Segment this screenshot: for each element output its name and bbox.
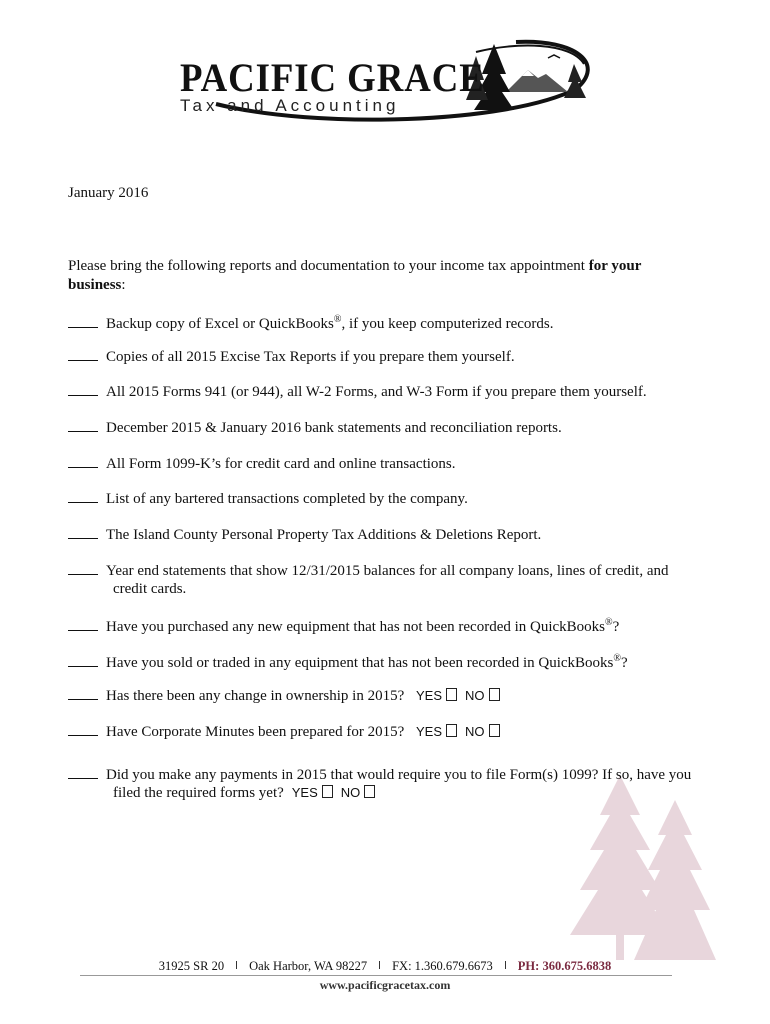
checkbox-blank-line[interactable] [68, 686, 98, 700]
item-text: Have you purchased any new equipment that has not been recorded in QuickBooks [106, 619, 606, 635]
checkbox-blank-line[interactable] [68, 617, 98, 631]
item-text: Backup copy of Excel or QuickBooks [106, 316, 334, 332]
footer-website-link[interactable]: www.pacificgracetax.com [319, 978, 451, 992]
item-after: ? [620, 655, 628, 671]
yes-checkbox[interactable] [446, 724, 457, 737]
footer-divider [80, 975, 672, 976]
yes-checkbox[interactable] [446, 688, 457, 701]
intro-bold: for your business [68, 258, 642, 293]
checklist-item [68, 765, 708, 802]
item-text: List of any bartered transactions completed by the company. [106, 491, 468, 507]
company-logo [176, 34, 596, 124]
item-continuation [68, 784, 708, 802]
yes-checkbox[interactable] [322, 785, 333, 798]
intro-end: : [121, 277, 126, 293]
document-date: January 2016 [68, 185, 149, 201]
logo-tagline: Tax and Accounting [180, 96, 400, 115]
checkbox-blank-line[interactable] [68, 314, 98, 328]
footer-separator [236, 961, 237, 969]
checklist-item [68, 525, 708, 544]
checklist-item [68, 418, 708, 437]
checkbox-blank-line[interactable] [68, 418, 98, 432]
no-checkbox[interactable] [489, 724, 500, 737]
checklist-item [68, 454, 708, 473]
no-label: NO [465, 688, 485, 703]
checkbox-blank-line[interactable] [68, 722, 98, 736]
footer-city: Oak Harbor, WA 98227 [249, 959, 368, 973]
item-sup: ® [613, 653, 621, 664]
checkbox-blank-line[interactable] [68, 382, 98, 396]
logo-name: PACIFIC GRACE [180, 55, 485, 100]
checkbox-blank-line[interactable] [68, 454, 98, 468]
item-text: Have you sold or traded in any equipment that has not been recorded in QuickBooks [106, 655, 614, 671]
no-checkbox[interactable] [489, 688, 500, 701]
intro-text: Please bring the following reports and documentation to your income tax appointment [68, 258, 589, 274]
no-checkbox[interactable] [364, 785, 375, 798]
item-after: ? [612, 619, 620, 635]
checklist-item [68, 382, 708, 401]
checkbox-blank-line[interactable] [68, 653, 98, 667]
footer-fax: FX: 1.360.679.6673 [392, 959, 493, 973]
footer-contact [0, 959, 770, 974]
item-text: Year end statements that show 12/31/2015 balances for all company loans, lines of credit, and [106, 563, 669, 579]
checklist-item [68, 347, 708, 366]
item-text: All 2015 Forms 941 (or 944), all W-2 Forms, and W-3 Form if you prepare them yourself. [106, 384, 647, 400]
yes-label: YES [291, 785, 318, 800]
yes-label: YES [415, 724, 442, 739]
checklist-item [68, 489, 708, 508]
checkbox-blank-line[interactable] [68, 347, 98, 361]
checkbox-blank-line[interactable] [68, 489, 98, 503]
intro-paragraph [68, 257, 688, 295]
checkbox-blank-line[interactable] [68, 561, 98, 575]
no-label: NO [340, 785, 361, 800]
footer-separator [505, 961, 506, 969]
checkbox-blank-line[interactable] [68, 765, 98, 779]
checklist-item [68, 686, 708, 705]
checklist-item [68, 614, 708, 636]
item-text: Have Corporate Minutes been prepared for 2015? [106, 724, 405, 740]
item-continuation: credit cards. [113, 581, 187, 597]
checklist-item [68, 561, 708, 598]
item-sup: ® [333, 314, 342, 325]
item-text: All Form 1099-K’s for credit card and online transactions. [106, 456, 456, 472]
item-text: The Island County Personal Property Tax Additions & Deletions Report. [106, 527, 542, 543]
checklist-item [68, 722, 708, 741]
item-text: Did you make any payments in 2015 that would require you to file Form(s) 1099? If so, have you [106, 767, 692, 783]
checkbox-blank-line[interactable] [68, 525, 98, 539]
item-sup: ® [605, 617, 613, 628]
yes-label: YES [416, 688, 443, 703]
checklist-item [68, 311, 708, 333]
item-text: Has there been any change in ownership in 2015? [106, 688, 405, 704]
footer-address: 31925 SR 20 [158, 959, 225, 973]
item-text: December 2015 & January 2016 bank statements and reconciliation reports. [106, 420, 562, 436]
item-after: , if you keep computerized records. [341, 316, 554, 332]
footer-separator [379, 961, 380, 969]
footer-phone: PH: 360.675.6838 [517, 959, 612, 973]
checklist-item [68, 650, 708, 672]
item-continuation-text: filed the required forms yet? [113, 785, 284, 801]
item-text: Copies of all 2015 Excise Tax Reports if you prepare them yourself. [106, 349, 515, 365]
no-label: NO [465, 724, 485, 739]
